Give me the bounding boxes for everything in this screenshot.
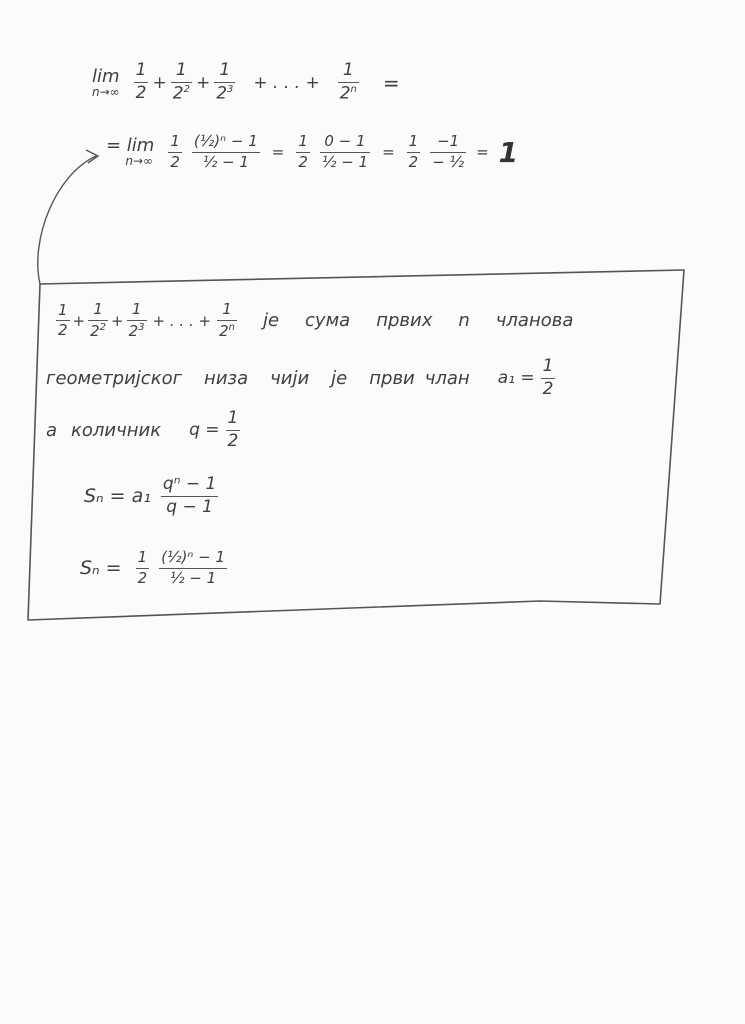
connector-arrow [38, 156, 96, 284]
sum-formula-fraction: $\frac{\text{qⁿ − 1}}{q - 1}$ [162, 474, 217, 517]
simplified-fraction: $\frac{-1}{\text{− ½}}$ [432, 132, 465, 171]
ellipsis: + . . . + [253, 72, 320, 93]
box-term-last: $\frac{1}{2^n}$ [219, 300, 235, 340]
term-3: $\frac{1}{2^3}$ [216, 60, 234, 104]
sum-formula-line [84, 476, 218, 517]
term-2: $\frac{1}{2^2}$ [172, 60, 190, 104]
half-factor: $\frac{1}{2}$ [408, 132, 419, 171]
result-value: 1 [498, 135, 519, 169]
limit-fraction: $\frac{0 - 1}{\text{½ − 1}}$ [321, 132, 369, 171]
half-factor: $\frac{1}{2}$ [298, 132, 308, 171]
q-label: q = [189, 420, 220, 441]
equals-sign: = [271, 143, 285, 162]
equals-sign: = [382, 70, 400, 95]
limit-operator: lim n→∞ [92, 65, 120, 99]
text-word: n [458, 310, 470, 332]
box-term-2: $\frac{1}{2^2}$ [90, 300, 107, 340]
text-word: првих [376, 310, 433, 332]
text-word: чланова [495, 310, 574, 332]
limit-operator-2: = lim n→∞ [106, 135, 155, 169]
q-value: $\frac{1}{2}$ [227, 408, 239, 451]
term-last: $\frac{1}{2^n}$ [339, 60, 357, 104]
a1-value: $\frac{1}{2}$ [542, 356, 554, 399]
term-1: $\frac{1}{2}$ [135, 60, 147, 104]
box-ratio-line: а количник q = $\frac{1}{2}$ [46, 408, 239, 451]
sn2-label: Sₙ = [80, 557, 122, 580]
a1-label: a₁ = [497, 368, 535, 389]
equals-sign: = [476, 143, 489, 162]
sn-label: Sₙ = a₁ [84, 485, 151, 508]
box-term-3: $\frac{1}{2^3}$ [128, 300, 145, 340]
sn2-half: $\frac{1}{2}$ [137, 548, 148, 587]
geometric-fraction: $\frac{\text{(½)ⁿ − 1}}{\text{½ − 1}}$ [193, 132, 258, 171]
sn2-fraction: $\frac{\text{(½)ⁿ − 1}}{\text{½ − 1}}$ [161, 548, 226, 587]
plus-sign: + [195, 72, 211, 93]
sum-substituted-line [80, 550, 227, 587]
text-word: сума [305, 310, 351, 332]
equals-sign: = [382, 143, 395, 162]
box-definition-line: геометријског низа чији је први члан a₁ = $\frac{1}{2}$ [46, 356, 554, 399]
text-word: je [262, 310, 280, 332]
limit-expression-line [92, 62, 400, 103]
box-term-1: $\frac{1}{2}$ [58, 300, 68, 340]
half-factor: $\frac{1}{2}$ [170, 132, 180, 171]
plus-sign: + [152, 72, 167, 93]
box-series-line: $\frac{1}{2}$ + $\frac{1}{2^2}$ + $\frac{1}{2^3}$ + . . . + $\frac{1}{2^n}$ je сума првих n чланова [58, 300, 574, 340]
limit-evaluation-line [106, 134, 518, 171]
